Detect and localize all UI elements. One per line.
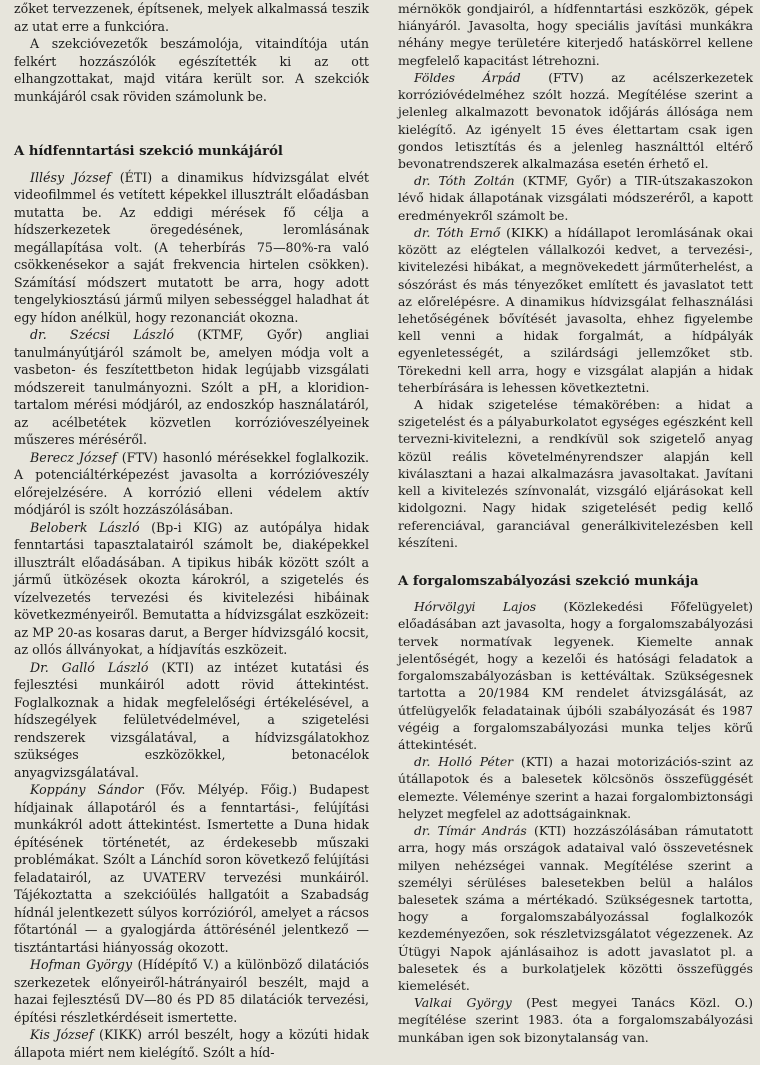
right-column: [398, 0, 753, 1046]
paragraph: [14, 659, 369, 782]
paragraph: [14, 781, 369, 956]
paragraph-text: (Közlekedési Főfelügyelet) előadásában azt javasolta, hogy a forgalomszabályozási tervek normatívak legyenek. Kiemelte annak jelentőségét, hogy a kezelői és hatósági feladatok a forgalomszabályozásban is kettéváltak. Szükségesnek tartotta a 20/1984 KM rendelet átvizsgálását, az útfelügyelők feladatainak újbóli szabályozását és 1987 végéig a forgalomszabályozási munka teljes körű áttekintését.: [398, 599, 753, 752]
paragraph: [398, 224, 753, 396]
section-heading-bridge-maintenance: A hídfenntartási szekció munkájáról: [14, 144, 283, 159]
speaker-name: dr. Tímár András: [414, 823, 527, 839]
paragraph-text: (KTI) az intézet kutatási és fejlesztési munkáiról adott rövid áttekintést. Foglalkoznak a hidak megfelelőségi értékelésével, a hídszegélyek felületvédelmével, a szigetelési rendszerek vizsgálatával, a hídvizsgálatokhoz szükséges eszközökkel, betonacélok anyagvizsgálatával.: [14, 659, 370, 780]
paragraph: [398, 753, 753, 822]
left-column: [14, 0, 369, 1061]
speaker-name: Koppány Sándor: [30, 782, 144, 797]
paragraph-text: (KTI) hozzászólásában rámutatott arra, hogy más országok adataival való összevetésnek milyen nehézségei vannak. Megítélése szerint a személyi sérüléses balesetekben belül a halálos balesetek száma a mértékadó. Szükségesnek tartotta, hogy a forgalomszabályozással foglalkozók kezdeményezően, sok részletvizsgálatot végezzenek. Az Útügyi Napok ajánlásaihoz is adott javaslatot pl. a balesetek és a burkolatjelek közötti összefüggés kiemelését.: [398, 823, 754, 994]
speaker-name: Illésy József: [30, 169, 111, 185]
paragraph-text: (FTV) az acélszerkezetek korrózióvédelméhez szólt hozzá. Megítélése szerint a jelenleg alkalmazott bevonatok időjárás állósága nem kielégítő. Az igényelt 15 éves élettartam csak igen gondos letisztítás és a jelenleg használttól eltérő bevonatrendszerek alkalmazása esetén érhető el.: [398, 69, 754, 171]
speaker-name: dr. Tóth Zoltán: [414, 173, 515, 189]
speaker-name: Kis József: [30, 1027, 94, 1042]
paragraph: [398, 598, 753, 753]
paragraph-text: (KTMF, Győr) angliai tanulmányútjáról számolt be, amelyen módja volt a vasbeton- és feszítettbeton hidak legújabb vizsgálati módszereit tanulmányozni. Szólt a pH, a kloridion-tartalom mérési módjáról, az endoszkóp használatáról, az acélbetétek közvetlen korrózióveszélyeinek műszeres méréséről.: [14, 327, 369, 447]
paragraph-text: (KIKK) arról beszélt, hogy a közúti hidak állapota miért nem kielégítő. Szólt a híd-: [14, 1027, 369, 1060]
paragraph-text: (KTI) a hazai motorizációs-szint az útállapotok és a balesetek kölcsönös összefüggését elemezte. Véleménye szerint a hazai forgalombiztonsági helyzet megfelel az adottságainknak.: [398, 754, 753, 821]
paragraph-text: (FTV) hasonló mérésekkel foglalkozik. A potenciáltérképezést javasolta a korrózióveszély előrejelzésére. A korrózió elleni védelem aktív módjáról is szólt hozzászólásában.: [14, 449, 369, 517]
paragraph-text: (Bp-i KIG) az autópálya hidak fenntartási tapasztalatairól számolt be, diaképekkel illusztrált előadásában. A tipikus hibák között szólt a jármű ütközések okozta károkról, a szigetelés és vízelvezetés tervezési és kivitelezési hibáinak következményeiről. Bemutatta a hídvizsgálat eszközeit: az MP 20-as kosaras darut, a Berger hídvizsgáló kocsit, az ollós állványokat, a hídjavítás eszközeit.: [14, 519, 369, 657]
speaker-name: Hofman György: [30, 957, 133, 972]
paragraph: [14, 519, 369, 659]
paragraph: [398, 822, 753, 994]
paragraph-text: (Főv. Mélyép. Főig.) Budapest hídjainak állapotáról és a fenntartási-, felújítási munkákról adott áttekintést. Ismertette a Duna hidak építésének történetét, az érdekesebb műszaki problémákat. Szólt a Lánchíd soron következő felújítási feladatairól, az UVATERV tervezési munkáiról. Tájékoztatta a szekcióülés hallgatóit a Szabadság hídnál jelentkezett súlyos korrózióról, amelyet a rácsos főtartónál — a gyalogjárda áttörésénél jelentkező — tisztántartási hiányosság okozott.: [14, 782, 369, 955]
speaker-name: dr. Szécsi László: [30, 327, 174, 342]
paragraph-insulation: A hidak szigetelése témakörében: a hidat a szigetelést és a pályaburkolatot egységes egészként kell tervezni-kivitelezni, a rendkívül sok szigetelő anyag közül reális követelményrendszer alapján kell kiválasztani a hazai alkalmazásra javasoltakat. Javítani kell a kivitelezés színvonalát, vizsgáló eljárásokat kell kidolgozni. Nagy hidak szigetelését pedig kellő referenciával, garanciával generálkivitelezésben kell készíteni.: [398, 397, 753, 550]
paragraph-text: (Pest megyei Tanács Közl. O.) megítélése szerint 1983. óta a forgalomszabályozási munkában igen sok bizonytalanság van.: [398, 995, 753, 1045]
paragraph: [398, 172, 753, 224]
speaker-name: Berecz József: [30, 449, 117, 465]
speaker-name: Beloberk László: [30, 519, 140, 535]
paragraph: [398, 994, 753, 1046]
left-intro-1: zőket tervezzenek, építsenek, melyek alkalmassá teszik az utat erre a funkcióra.: [14, 1, 369, 34]
section-heading-traffic-regulation: A forgalomszabályozási szekció munkája: [398, 574, 699, 589]
left-intro-2: A szekcióvezetők beszámolója, vitaindítója után felkért hozzászólók egészítették ki az ott elhangzottakat, majd vitára került sor. A szekciók munkájáról csak röviden számolunk be.: [14, 36, 369, 104]
speaker-name: Hórvölgyi Lajos: [414, 599, 537, 615]
paragraph: [14, 169, 369, 327]
paragraph: [14, 956, 369, 1026]
speaker-name: dr. Holló Péter: [414, 754, 514, 770]
paragraph: [14, 449, 369, 519]
paragraph: [398, 69, 753, 172]
paragraph: [14, 326, 369, 449]
speaker-name: Földes Árpád: [414, 69, 521, 85]
paragraph: [14, 1026, 369, 1061]
right-intro: mérnökök gondjairól, a hídfenntartási eszközök, gépek hiányáról. Javasolta, hogy speciális javítási munkákra néhány megye területére kiterjedő hatáskörrel kellene megfelelő kapacitást létrehozni.: [398, 1, 753, 68]
speaker-name: Valkai György: [414, 995, 512, 1011]
paragraph-text: (ÉTI) a dinamikus hídvizsgálat elvét videofilmmel és vetített képekkel illusztrált előadásban mutatta be. Az eddigi mérések fő célja a hídszerkezetek öregedésének, leromlásának megállapítása volt. (A teherbírás 75—80%-ra való csökkenésekor a saját frekvencia hirtelen csökken). Számításí módszert mutatott be arra, hogy adott tengelykiosztású jármű milyen sebességgel haladhat át egy hídon anélkül, hogy rezonanciát okozna.: [14, 169, 369, 325]
paragraph-text: (KTMF, Győr) a TIR-útszakaszokon lévő hidak állapotának vizsgálati módszeréről, a kapott eredményekről számolt be.: [398, 173, 753, 223]
paragraph-text: (Hídépítő V.) a különböző dilatációs szerkezetek előnyeiről-hátrányairól beszélt, majd a hazai fejlesztésű DV—80 és PD 85 dilatációk tervezési, építési részletkérdéseit ismertette.: [14, 957, 369, 1025]
speaker-name: dr. Tóth Ernő: [414, 224, 501, 240]
speaker-name: Dr. Galló László: [30, 659, 149, 675]
paragraph-text: (KIKK) a hídállapot leromlásának okai között az elégtelen vállalkozói kedvet, a tervezési-, kivitelezési hibákat, a megnövekedett járműterhelést, a sószórást és más tényezőket említett és javaslatot tett az előrelépésre. A dinamikus hídvizsgálat felhasználási lehetőségének bővítését javasolta, ehhez figyelembe kell venni a hidak forgalmát, a hídpályák egyenletességét, a szilárdsági jellemzőket stb. Törekedni kell arra, hogy e vizsgálat alapján a hidak teherbírására is lehessen következtetni.: [398, 224, 754, 395]
